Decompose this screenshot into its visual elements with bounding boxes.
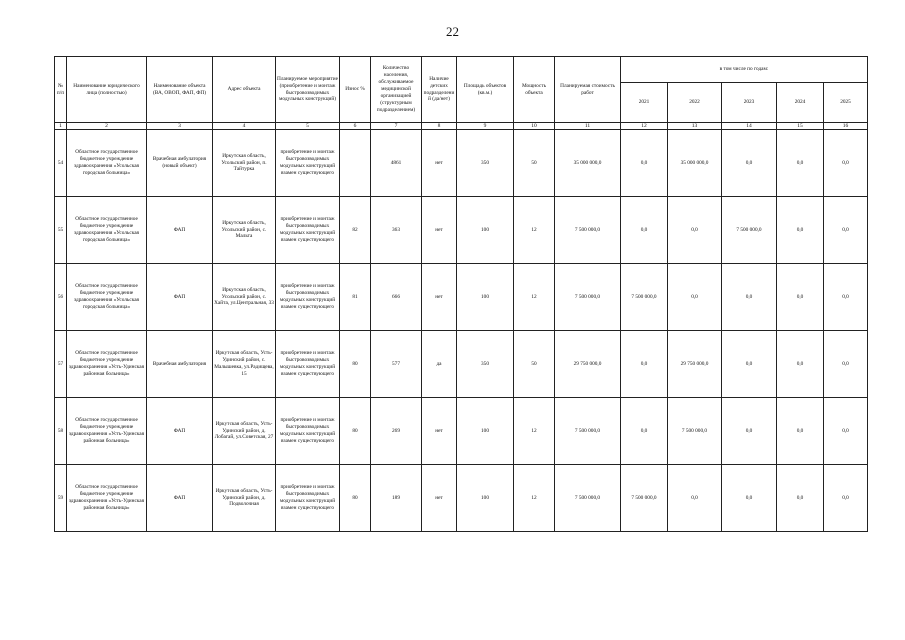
header-measure: Планируемое мероприятие (приобретение и монтаж быстровозводимых модульных конструкций)	[276, 57, 340, 123]
column-number: 12	[621, 123, 668, 130]
children-units: нет	[422, 264, 457, 331]
year-2023-amount: 7 500 000,0	[722, 197, 777, 264]
organization-name: Областное государственное бюджетное учреждение здравоохранения «Усть-Удинская районная больница»	[67, 331, 147, 398]
year-2021-amount: 0,0	[621, 130, 668, 197]
children-units: нет	[422, 465, 457, 532]
header-children: Наличие детских подразделений (да/нет)	[422, 57, 457, 123]
population-served: 577	[371, 331, 422, 398]
object-address: Иркутская область, Усть-Удинский район, д. Подволочная	[213, 465, 276, 532]
year-2024-amount: 0,0	[777, 264, 824, 331]
row-number: 57	[55, 331, 67, 398]
planned-cost: 7 500 000,0	[555, 465, 621, 532]
object-capacity: 12	[514, 264, 555, 331]
year-2025-amount: 0,0	[824, 197, 868, 264]
table-row	[55, 264, 868, 331]
wear-percent: 82	[340, 197, 371, 264]
row-number: 54	[55, 130, 67, 197]
object-capacity: 50	[514, 130, 555, 197]
column-number: 11	[555, 123, 621, 130]
year-2025-amount: 0,0	[824, 130, 868, 197]
table-row	[55, 331, 868, 398]
column-number: 13	[668, 123, 722, 130]
row-number: 55	[55, 197, 67, 264]
children-units: нет	[422, 197, 457, 264]
object-capacity: 12	[514, 197, 555, 264]
object-capacity: 12	[514, 398, 555, 465]
year-2023-amount: 0,0	[722, 130, 777, 197]
year-2021-amount: 7 500 000,0	[621, 264, 668, 331]
table-row	[55, 130, 868, 197]
year-2021-amount: 7 500 000,0	[621, 465, 668, 532]
population-served: 269	[371, 398, 422, 465]
object-type: ФАП	[147, 264, 213, 331]
object-area: 100	[457, 264, 514, 331]
year-2025-amount: 0,0	[824, 331, 868, 398]
population-served: 189	[371, 465, 422, 532]
year-2023-amount: 0,0	[722, 398, 777, 465]
header-year: 2022	[668, 83, 722, 123]
year-2023-amount: 0,0	[722, 264, 777, 331]
wear-percent: 80	[340, 465, 371, 532]
year-2021-amount: 0,0	[621, 331, 668, 398]
page-number: 22	[446, 24, 459, 39]
year-2024-amount: 0,0	[777, 398, 824, 465]
object-area: 100	[457, 465, 514, 532]
object-area: 350	[457, 331, 514, 398]
object-type: Врачебная амбулатория (новый объект)	[147, 130, 213, 197]
year-2023-amount: 0,0	[722, 331, 777, 398]
year-2024-amount: 0,0	[777, 465, 824, 532]
planned-cost: 7 500 000,0	[555, 398, 621, 465]
header-num: № п/п	[55, 57, 67, 123]
header-area: Площадь объектов (кв.м.)	[457, 57, 514, 123]
column-number: 2	[67, 123, 147, 130]
object-type: ФАП	[147, 197, 213, 264]
header-year: 2021	[621, 83, 668, 123]
header-name: Наименование юридического лица (полностью)	[67, 57, 147, 123]
year-2021-amount: 0,0	[621, 197, 668, 264]
year-2021-amount: 0,0	[621, 398, 668, 465]
planned-measure: приобретение и монтаж быстровозводимых модульных конструкций взамен существующего	[276, 264, 340, 331]
planned-cost: 35 000 000,0	[555, 130, 621, 197]
organization-name: Областное государственное бюджетное учреждение здравоохранения «Усть-Удинская районная больница»	[67, 398, 147, 465]
header-year: 2023	[722, 83, 777, 123]
population-served: 363	[371, 197, 422, 264]
header-address: Адрес объекта	[213, 57, 276, 123]
header-year: 2024	[777, 83, 824, 123]
children-units: нет	[422, 130, 457, 197]
wear-percent	[340, 130, 371, 197]
object-area: 350	[457, 130, 514, 197]
header-row	[55, 57, 868, 83]
column-number: 4	[213, 123, 276, 130]
row-number: 58	[55, 398, 67, 465]
year-2022-amount: 29 750 000,0	[668, 331, 722, 398]
children-units: да	[422, 331, 457, 398]
row-number: 56	[55, 264, 67, 331]
header-cost: Планируемая стоимость работ	[555, 57, 621, 123]
year-2025-amount: 0,0	[824, 264, 868, 331]
year-2024-amount: 0,0	[777, 197, 824, 264]
object-type: ФАП	[147, 398, 213, 465]
object-area: 100	[457, 398, 514, 465]
column-number: 10	[514, 123, 555, 130]
column-number: 6	[340, 123, 371, 130]
column-number: 5	[276, 123, 340, 130]
organization-name: Областное государственное бюджетное учреждение здравоохранения «Усольская городская больница»	[67, 130, 147, 197]
planned-measure: приобретение и монтаж быстровозводимых модульных конструкций взамен существующего	[276, 465, 340, 532]
row-number: 59	[55, 465, 67, 532]
year-2024-amount: 0,0	[777, 130, 824, 197]
header-by-years: в том числе по годам:	[621, 57, 868, 83]
header-object: Наименование объекта (ВА, ОВОП, ФАП, ФП)	[147, 57, 213, 123]
planned-measure: приобретение и монтаж быстровозводимых модульных конструкций взамен существующего	[276, 331, 340, 398]
year-2023-amount: 0,0	[722, 465, 777, 532]
column-number: 14	[722, 123, 777, 130]
header-capacity: Мощность объекта	[514, 57, 555, 123]
year-2022-amount: 0,0	[668, 465, 722, 532]
year-2022-amount: 0,0	[668, 264, 722, 331]
registry-table	[54, 56, 868, 532]
wear-percent: 81	[340, 264, 371, 331]
year-2022-amount: 7 500 000,0	[668, 398, 722, 465]
planned-cost: 7 500 000,0	[555, 197, 621, 264]
column-number: 8	[422, 123, 457, 130]
year-2025-amount: 0,0	[824, 465, 868, 532]
organization-name: Областное государственное бюджетное учреждение здравоохранения «Усть-Удинская районная больница»	[67, 465, 147, 532]
header-wear: Износ %	[340, 57, 371, 123]
table-row	[55, 465, 868, 532]
object-capacity: 50	[514, 331, 555, 398]
table-row	[55, 197, 868, 264]
object-address: Иркутская область, Усольский район, с. Мальта	[213, 197, 276, 264]
children-units: нет	[422, 398, 457, 465]
planned-cost: 7 500 000,0	[555, 264, 621, 331]
object-address: Иркутская область, Усольский район, с. Хайта, ул.Центральная, 33	[213, 264, 276, 331]
year-2022-amount: 0,0	[668, 197, 722, 264]
planned-cost: 29 750 000,0	[555, 331, 621, 398]
organization-name: Областное государственное бюджетное учреждение здравоохранения «Усольская городская больница»	[67, 264, 147, 331]
table-row	[55, 398, 868, 465]
object-area: 100	[457, 197, 514, 264]
column-number: 3	[147, 123, 213, 130]
year-2024-amount: 0,0	[777, 331, 824, 398]
wear-percent: 80	[340, 331, 371, 398]
year-2025-amount: 0,0	[824, 398, 868, 465]
object-type: ФАП	[147, 465, 213, 532]
header-population: Количество населения, обслуживаемое медицинской организацией (структурным подразделением)	[371, 57, 422, 123]
population-served: 4861	[371, 130, 422, 197]
object-address: Иркутская область, Усть-Удинский район, д. Лобагай, ул.Советская, 27	[213, 398, 276, 465]
column-number-row	[55, 123, 868, 130]
planned-measure: приобретение и монтаж быстровозводимых модульных конструкций взамен существующего	[276, 398, 340, 465]
column-number: 7	[371, 123, 422, 130]
organization-name: Областное государственное бюджетное учреждение здравоохранения «Усольская городская больница»	[67, 197, 147, 264]
wear-percent: 80	[340, 398, 371, 465]
table-body	[55, 130, 868, 532]
object-capacity: 12	[514, 465, 555, 532]
object-type: Врачебная амбулатория	[147, 331, 213, 398]
population-served: 666	[371, 264, 422, 331]
column-number: 1	[55, 123, 67, 130]
column-number: 15	[777, 123, 824, 130]
planned-measure: приобретение и монтаж быстровозводимых модульных конструкций взамен существующего	[276, 197, 340, 264]
planned-measure: приобретение и монтаж быстровозводимых модульных конструкций взамен существующего	[276, 130, 340, 197]
header-year: 2025	[824, 83, 868, 123]
object-address: Иркутская область, Усть-Удинский район, с. Малышевка, ул.Радищева, 15	[213, 331, 276, 398]
year-2022-amount: 35 000 000,0	[668, 130, 722, 197]
object-address: Иркутская область, Усольский район, п. Тайтурка	[213, 130, 276, 197]
column-number: 16	[824, 123, 868, 130]
column-number: 9	[457, 123, 514, 130]
